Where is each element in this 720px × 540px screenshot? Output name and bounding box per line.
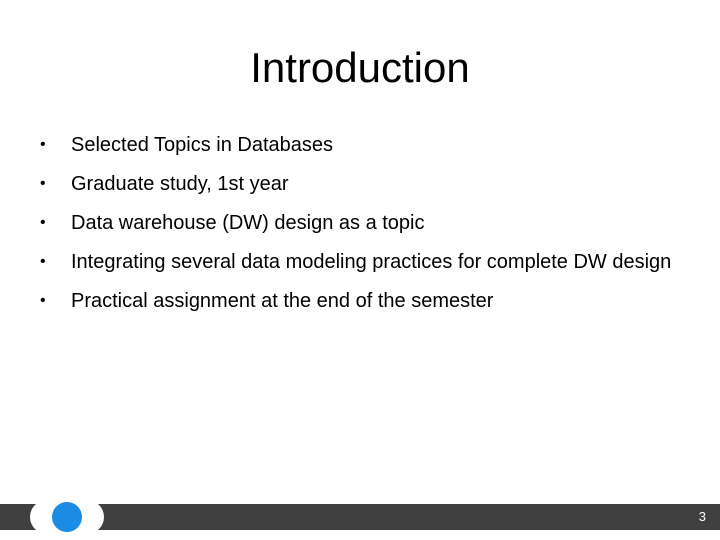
footer-badge <box>30 500 104 534</box>
bullet-text: Graduate study, 1st year <box>71 173 289 195</box>
footer-bar <box>0 504 720 530</box>
bullet-glyph: • <box>40 175 46 192</box>
circle-icon <box>52 502 82 532</box>
bullet-glyph: • <box>40 136 46 153</box>
bullet-text: Selected Topics in Databases <box>71 134 334 156</box>
bullet-text: Integrating several data modeling practices for complete DW design <box>71 251 672 273</box>
bullet-glyph: • <box>40 214 46 231</box>
bullet-text: Data warehouse (DW) design as a topic <box>71 212 425 234</box>
bullet-glyph: • <box>40 253 46 270</box>
bullet-item <box>40 169 690 199</box>
bullet-glyph: • <box>40 292 46 309</box>
slide-title: Introduction <box>250 44 470 91</box>
bullet-item <box>40 130 690 160</box>
bullet-list <box>40 130 690 325</box>
bullet-text: Practical assignment at the end of the semester <box>71 290 494 312</box>
bullet-item <box>40 286 690 316</box>
page-number: 3 <box>698 509 706 524</box>
bullet-item <box>40 208 690 238</box>
bullet-item <box>40 247 690 277</box>
